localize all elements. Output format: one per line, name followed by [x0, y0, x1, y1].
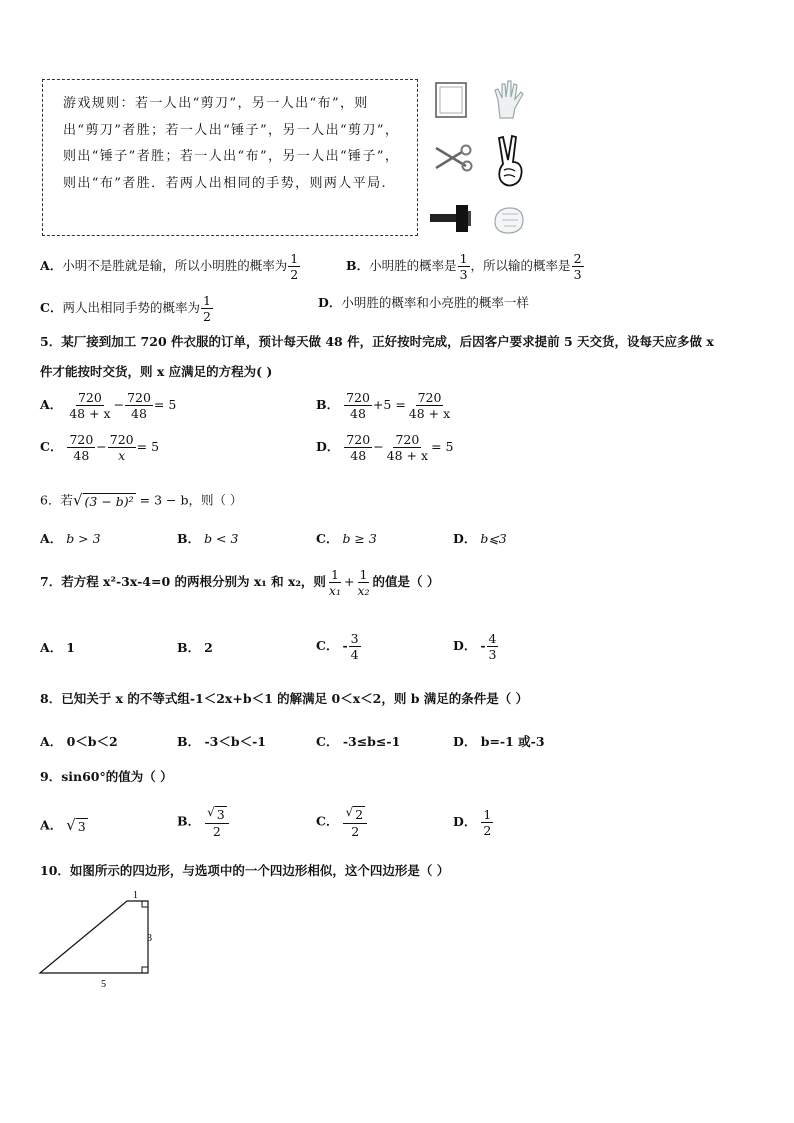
q6-option-a: A． b > 3: [40, 531, 101, 546]
q5-stem-line1: 5．某厂接到加工 720 件衣服的订单，预计每天做 48 件，正好按时完成，后因客户要求提前 5 天交货，设每天应多做 x: [40, 334, 714, 349]
q9-stem: 9．sin60°的值为（ ）: [40, 769, 173, 784]
q9-option-d: D． $\frac{1}{2}$: [453, 807, 492, 839]
q4-option-d: D．小明胜的概率和小亮胜的概率一样: [318, 295, 529, 310]
label-top: 1: [133, 890, 138, 901]
q7-option-b: B． 2: [177, 640, 213, 655]
q5-option-a: A． $\frac{720}{48 + x}$ − $\frac{720}{48}$ = 5: [40, 390, 177, 422]
q8-option-c: C． -3≤b≤-1: [316, 734, 401, 749]
q6-option-d: D． b⩽3: [453, 531, 507, 546]
open-palm-icon: [490, 78, 528, 122]
q5-option-b: B． $\frac{720}{48}$ +5 = $\frac{720}{48 + x}$: [316, 390, 451, 422]
victory-hand-icon: [492, 134, 528, 190]
q6-option-b: B． b < 3: [177, 531, 239, 546]
q7-option-c: C． - $\frac{3}{4}$: [316, 631, 359, 663]
fraction: $\frac{1}{2}$: [290, 251, 299, 283]
trapezoid-figure: [30, 884, 170, 994]
q10-stem: 10．如图所示的四边形，与选项中的一个四边形相似，这个四边形是（ ）: [40, 863, 450, 878]
scissors-icon: [432, 140, 474, 176]
q8-option-a: A． 0＜b＜2: [40, 734, 118, 749]
q9-option-b: B． √ 3 2: [177, 806, 230, 838]
game-rules-box: [42, 79, 418, 236]
q7-option-a: A． 1: [40, 640, 75, 655]
sqrt-expression: √ (3 − b)²: [72, 491, 134, 509]
label-right: 3: [147, 933, 152, 944]
q6-stem: 6．若 √ (3 − b)² = 3 − b，则（ ）: [40, 491, 243, 509]
q6-option-c: C． b ≥ 3: [316, 531, 377, 546]
cloth-icon: [432, 80, 472, 120]
game-rules-text: 游戏规则：若一人出“剪刀”，另一人出“布”，则出“剪刀”者胜；若一人出“锤子”，另一人出“剪刀”，则出“锤子”者胜；若一人出“布”，另一人出“锤子”，则出“布”者胜．若两人出相同的手势，则两人平局.: [63, 96, 400, 191]
q7-stem: 7．若方程 x²-3x-4=0 的两根分别为 x₁ 和 x₂，则 $\frac{1}{\text{x₁}}$ + $\frac{1}{\text{x₂}}$ 的值是（ ）: [40, 567, 440, 599]
q8-stem: 8．已知关于 x 的不等式组-1＜2x+b＜1 的解满足 0＜x＜2，则 b 满足的条件是（ ）: [40, 691, 529, 706]
fraction: $\frac{1}{2}$: [202, 293, 211, 325]
q8-option-d: D． b=-1 或-3: [453, 734, 545, 749]
q5-option-d: D． $\frac{720}{48}$ − $\frac{720}{48 + x}$ = 5: [316, 432, 454, 464]
q4-option-b: B．小明胜的概率是 $\frac{1}{3}$ ，所以输的概率是 $\frac{2}{3}$: [346, 251, 582, 283]
q5-option-c: C． $\frac{720}{48}$ − $\frac{720}{x}$ = 5: [40, 432, 160, 464]
fraction: $\frac{2}{3}$: [573, 251, 582, 283]
fist-icon: [490, 202, 528, 236]
q7-option-d: D． - $\frac{4}{3}$: [453, 631, 497, 663]
fraction: $\frac{1}{3}$: [459, 251, 468, 283]
q9-option-c: C． √ 2 2: [316, 806, 368, 838]
label-bottom: 5: [101, 979, 106, 990]
q5-stem-line2: 件才能按时交货，则 x 应满足的方程为( ): [40, 364, 273, 379]
q4-option-a: A．小明不是胜就是输，所以小明胜的概率为 $\frac{1}{2}$: [40, 251, 299, 283]
hammer-icon: [428, 200, 474, 238]
q8-option-b: B． -3＜b＜-1: [177, 734, 266, 749]
q4-option-c: C．两人出相同手势的概率为 $\frac{1}{2}$: [40, 293, 211, 325]
q9-option-a: A． √ 3: [40, 816, 86, 834]
